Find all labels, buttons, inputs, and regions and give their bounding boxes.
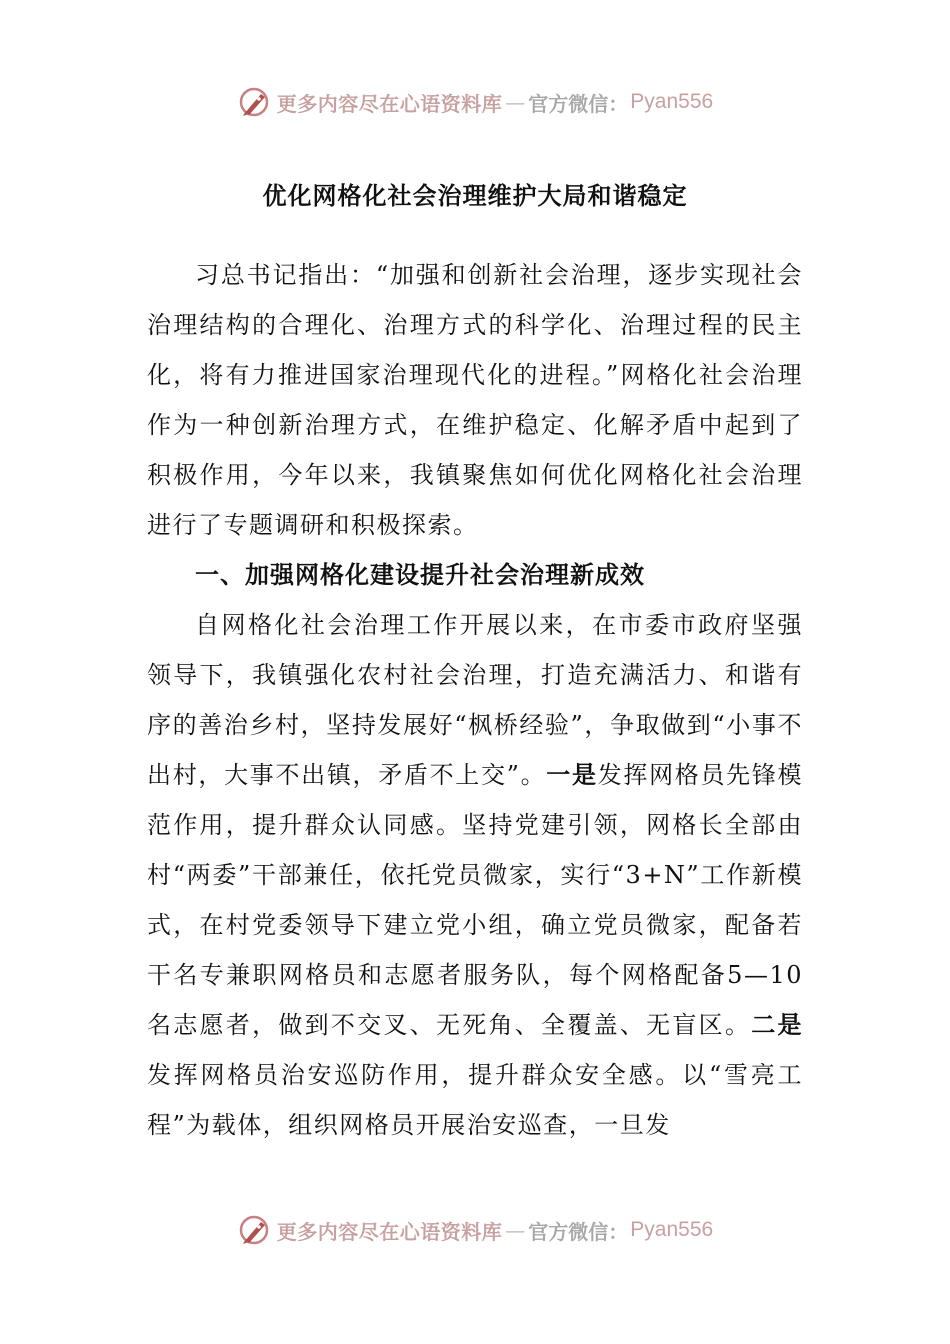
pen-nib-circle-icon [237,1213,271,1247]
paragraph-section-1 [147,600,803,1150]
document-title: 优化网格化社会治理维护大局和谐稳定 [262,182,688,210]
header-watermark [0,82,950,122]
watermark-dash: — [505,90,526,114]
section-heading-1: 一、加强网格化建设提升社会治理新成效 [195,561,645,589]
footer-watermark [0,1210,950,1250]
watermark-dash: — [505,1218,526,1242]
watermark-label: 官方微信： [528,91,629,116]
point-2-label: 二是 [751,1011,804,1039]
point-2-text: 发挥网格员治安巡防作用，提升群众安全感。以“雪亮工程”为载体，组织网格员开展治安巡查，一旦发 [147,1061,803,1139]
watermark-account: Pyan556 [630,90,714,113]
point-1-label: 一是 [546,761,598,789]
watermark-text: 更多内容尽在心语资料库 [276,91,503,116]
document-body [147,250,803,1150]
watermark-label: 官方微信： [528,1219,629,1244]
point-1-text: 发挥网格员先锋模范作用，提升群众认同感。坚持党建引领，网格长全部由村“两委”干部兼任，依托党员微家，实行“3+N”工作新模式，在村党委领导下建立党小组，确立党员微家，配备若干名专兼职网格员和志愿者服务队，每个网格配备5—10名志愿者，做到不交叉、无死角、全覆盖、无盲区。 [147,761,804,1039]
watermark-text: 更多内容尽在心语资料库 [276,1219,503,1244]
pen-nib-circle-icon [237,85,271,119]
watermark-account: Pyan556 [630,1218,714,1241]
paragraph-section-1-intro: 自网格化社会治理工作开展以来，在市委市政府坚强领导下，我镇强化农村社会治理，打造充满活力、和谐有序的善治乡村，坚持发展好“枫桥经验”，争取做到“小事不出村，大事不出镇，矛盾不上交”。 [147,611,803,789]
paragraph-intro: 习总书记指出：“加强和创新社会治理，逐步实现社会治理结构的合理化、治理方式的科学化、治理过程的民主化，将有力推进国家治理现代化的进程。”网格化社会治理作为一种创新治理方式，在维护稳定、化解矛盾中起到了积极作用，今年以来，我镇聚焦如何优化网格化社会治理进行了专题调研和积极探索。 [147,261,803,539]
